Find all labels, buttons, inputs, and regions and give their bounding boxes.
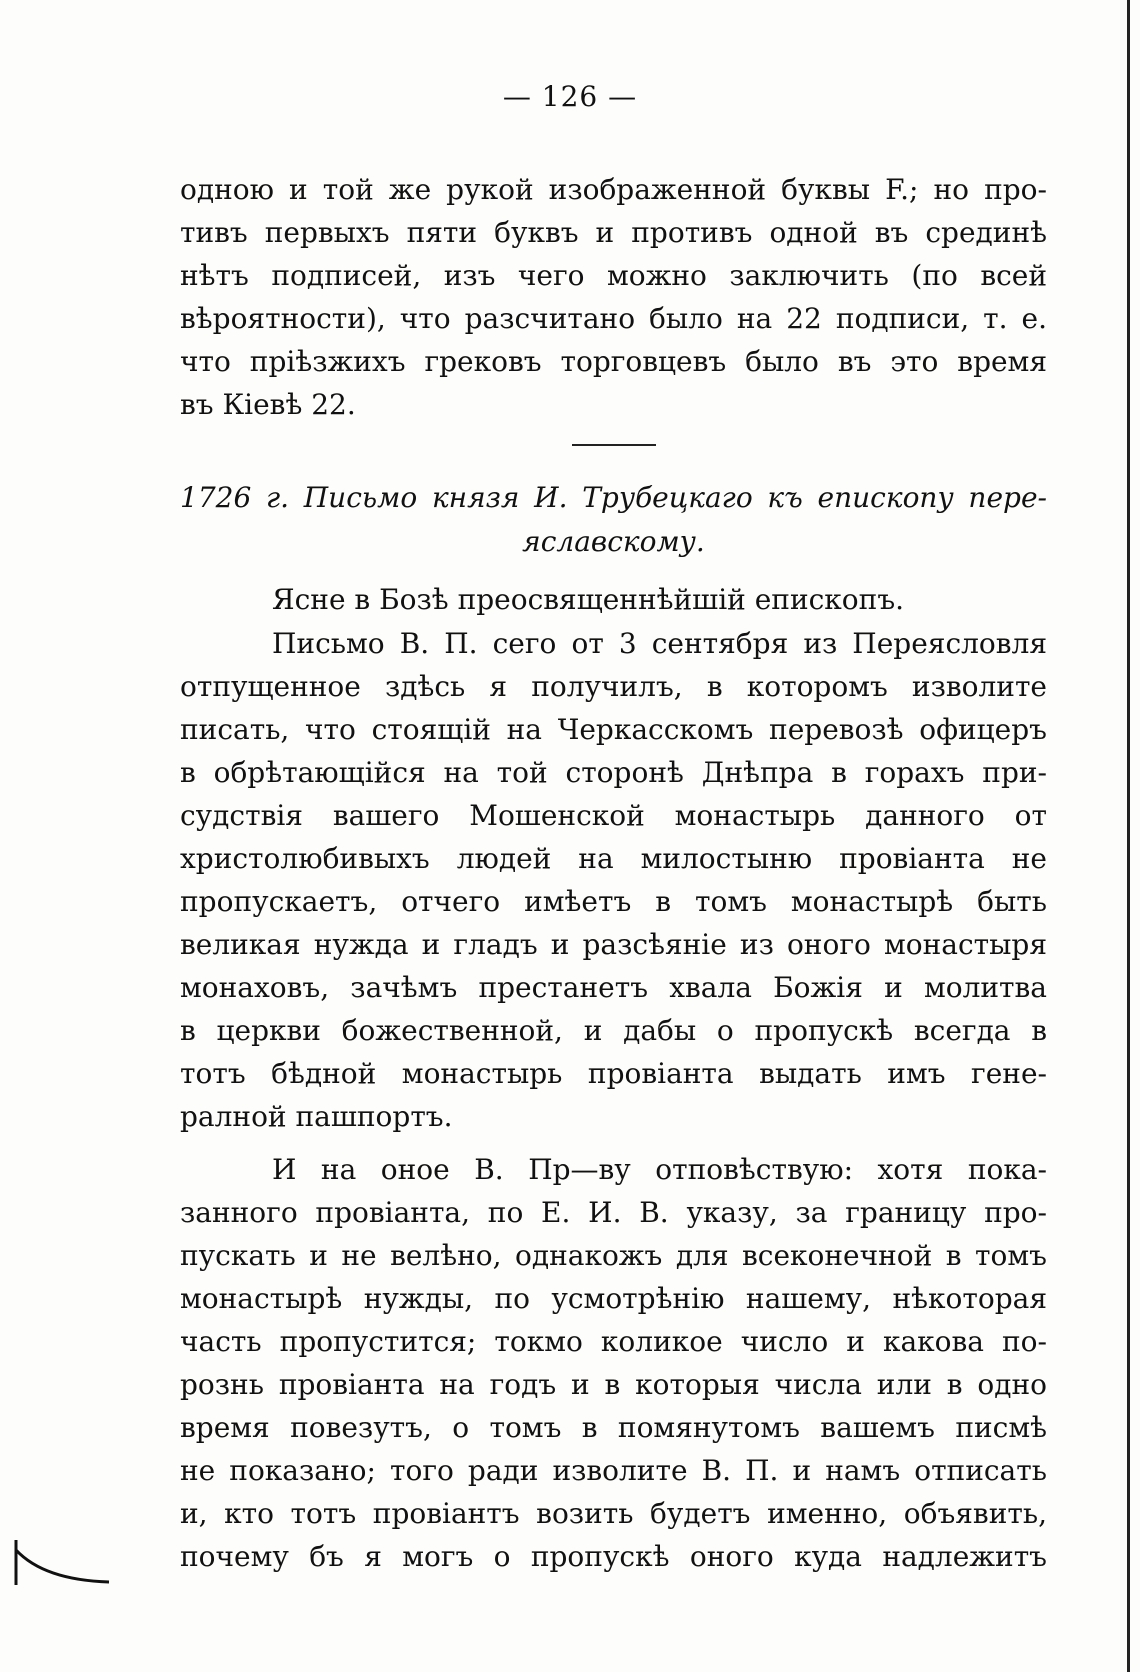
letter-greeting: Ясне в Бозѣ преосвященнѣйшій епископъ. xyxy=(272,583,905,616)
text-line: отпущенное здѣсь я получилъ, в которомъ изволите xyxy=(180,670,1047,703)
text-line: в обрѣтающійся на той сторонѣ Днѣпра в горахъ при- xyxy=(180,756,1047,789)
text-line: монастырѣ нужды, по усмотрѣнію нашему, нѣкоторая xyxy=(180,1282,1047,1315)
text-line: и, кто тотъ провіантъ возить будетъ именно, объявить, xyxy=(180,1497,1047,1530)
text-line: тивъ первыхъ пяти буквъ и противъ одной въ срединѣ xyxy=(180,216,1047,249)
scan-artifact-mark xyxy=(14,1540,114,1590)
section-divider xyxy=(572,444,656,446)
text-line: нѣтъ подписей, изъ чего можно заключить (по всей xyxy=(180,259,1047,292)
text-line: ралной пашпортъ. xyxy=(180,1100,453,1133)
text-line: писать, что стоящій на Черкасскомъ перевозѣ офицеръ xyxy=(180,713,1047,746)
text-line: въ Кіевѣ 22. xyxy=(180,388,356,421)
text-line: что пріѣзжихъ грековъ торговцевъ было въ это время xyxy=(180,345,1047,378)
page-edge-line xyxy=(1127,0,1130,1672)
text-line: И на оное В. Пр—ву отповѣствую: хотя пока- xyxy=(272,1153,1047,1186)
letter-paragraph-1 xyxy=(180,622,1047,1138)
section-heading xyxy=(180,476,1047,564)
text-line: монаховъ, зачѣмъ престанетъ хвала Божія и молитва xyxy=(180,971,1047,1004)
top-paragraph xyxy=(180,168,1047,426)
heading-line-2: яславскому. xyxy=(522,525,705,558)
text-line: тотъ бѣдной монастырь провіанта выдать имъ гене- xyxy=(180,1057,1047,1090)
text-line: часть пропустится; токмо коликое число и какова по- xyxy=(180,1325,1047,1358)
text-line: вѣроятности), что разсчитано было на 22 подписи, т. е. xyxy=(180,302,1047,335)
text-line: пропускаетъ, отчего имѣетъ в томъ монастырѣ быть xyxy=(180,885,1047,918)
text-line: Письмо В. П. сего от 3 сентября из Переясловля xyxy=(272,627,1047,660)
text-line: занного провіанта, по Е. И. В. указу, за границу про- xyxy=(180,1196,1047,1229)
text-line: рознь провіанта на годъ и в которыя числа или в одно xyxy=(180,1368,1047,1401)
text-line: христолюбивыхъ людей на милостыню провіанта не xyxy=(180,842,1047,875)
heading-line-1: 1726 г. Письмо князя И. Трубецкаго къ епископу пере- xyxy=(180,481,1047,514)
letter-paragraph-2 xyxy=(180,1148,1047,1578)
text-line: в церкви божественной, и дабы о пропускѣ всегда в xyxy=(180,1014,1047,1047)
text-line: пускать и не велѣно, однакожъ для всеконечной в томъ xyxy=(180,1239,1047,1272)
text-line: время повезутъ, о томъ в помянутомъ вашемъ писмѣ xyxy=(180,1411,1047,1444)
text-line: судствія вашего Мошенской монастырь данного от xyxy=(180,799,1047,832)
text-line: почему бъ я могъ о пропускѣ оного куда надлежитъ xyxy=(180,1540,1047,1573)
page-number: — 126 — xyxy=(502,80,638,113)
text-line: великая нужда и гладъ и разсѣяніе из оного монастыря xyxy=(180,928,1047,961)
text-line: не показано; того ради изволите В. П. и намъ отписать xyxy=(180,1454,1047,1487)
text-line: одною и той же рукой изображенной буквы F.; но про- xyxy=(180,173,1047,206)
